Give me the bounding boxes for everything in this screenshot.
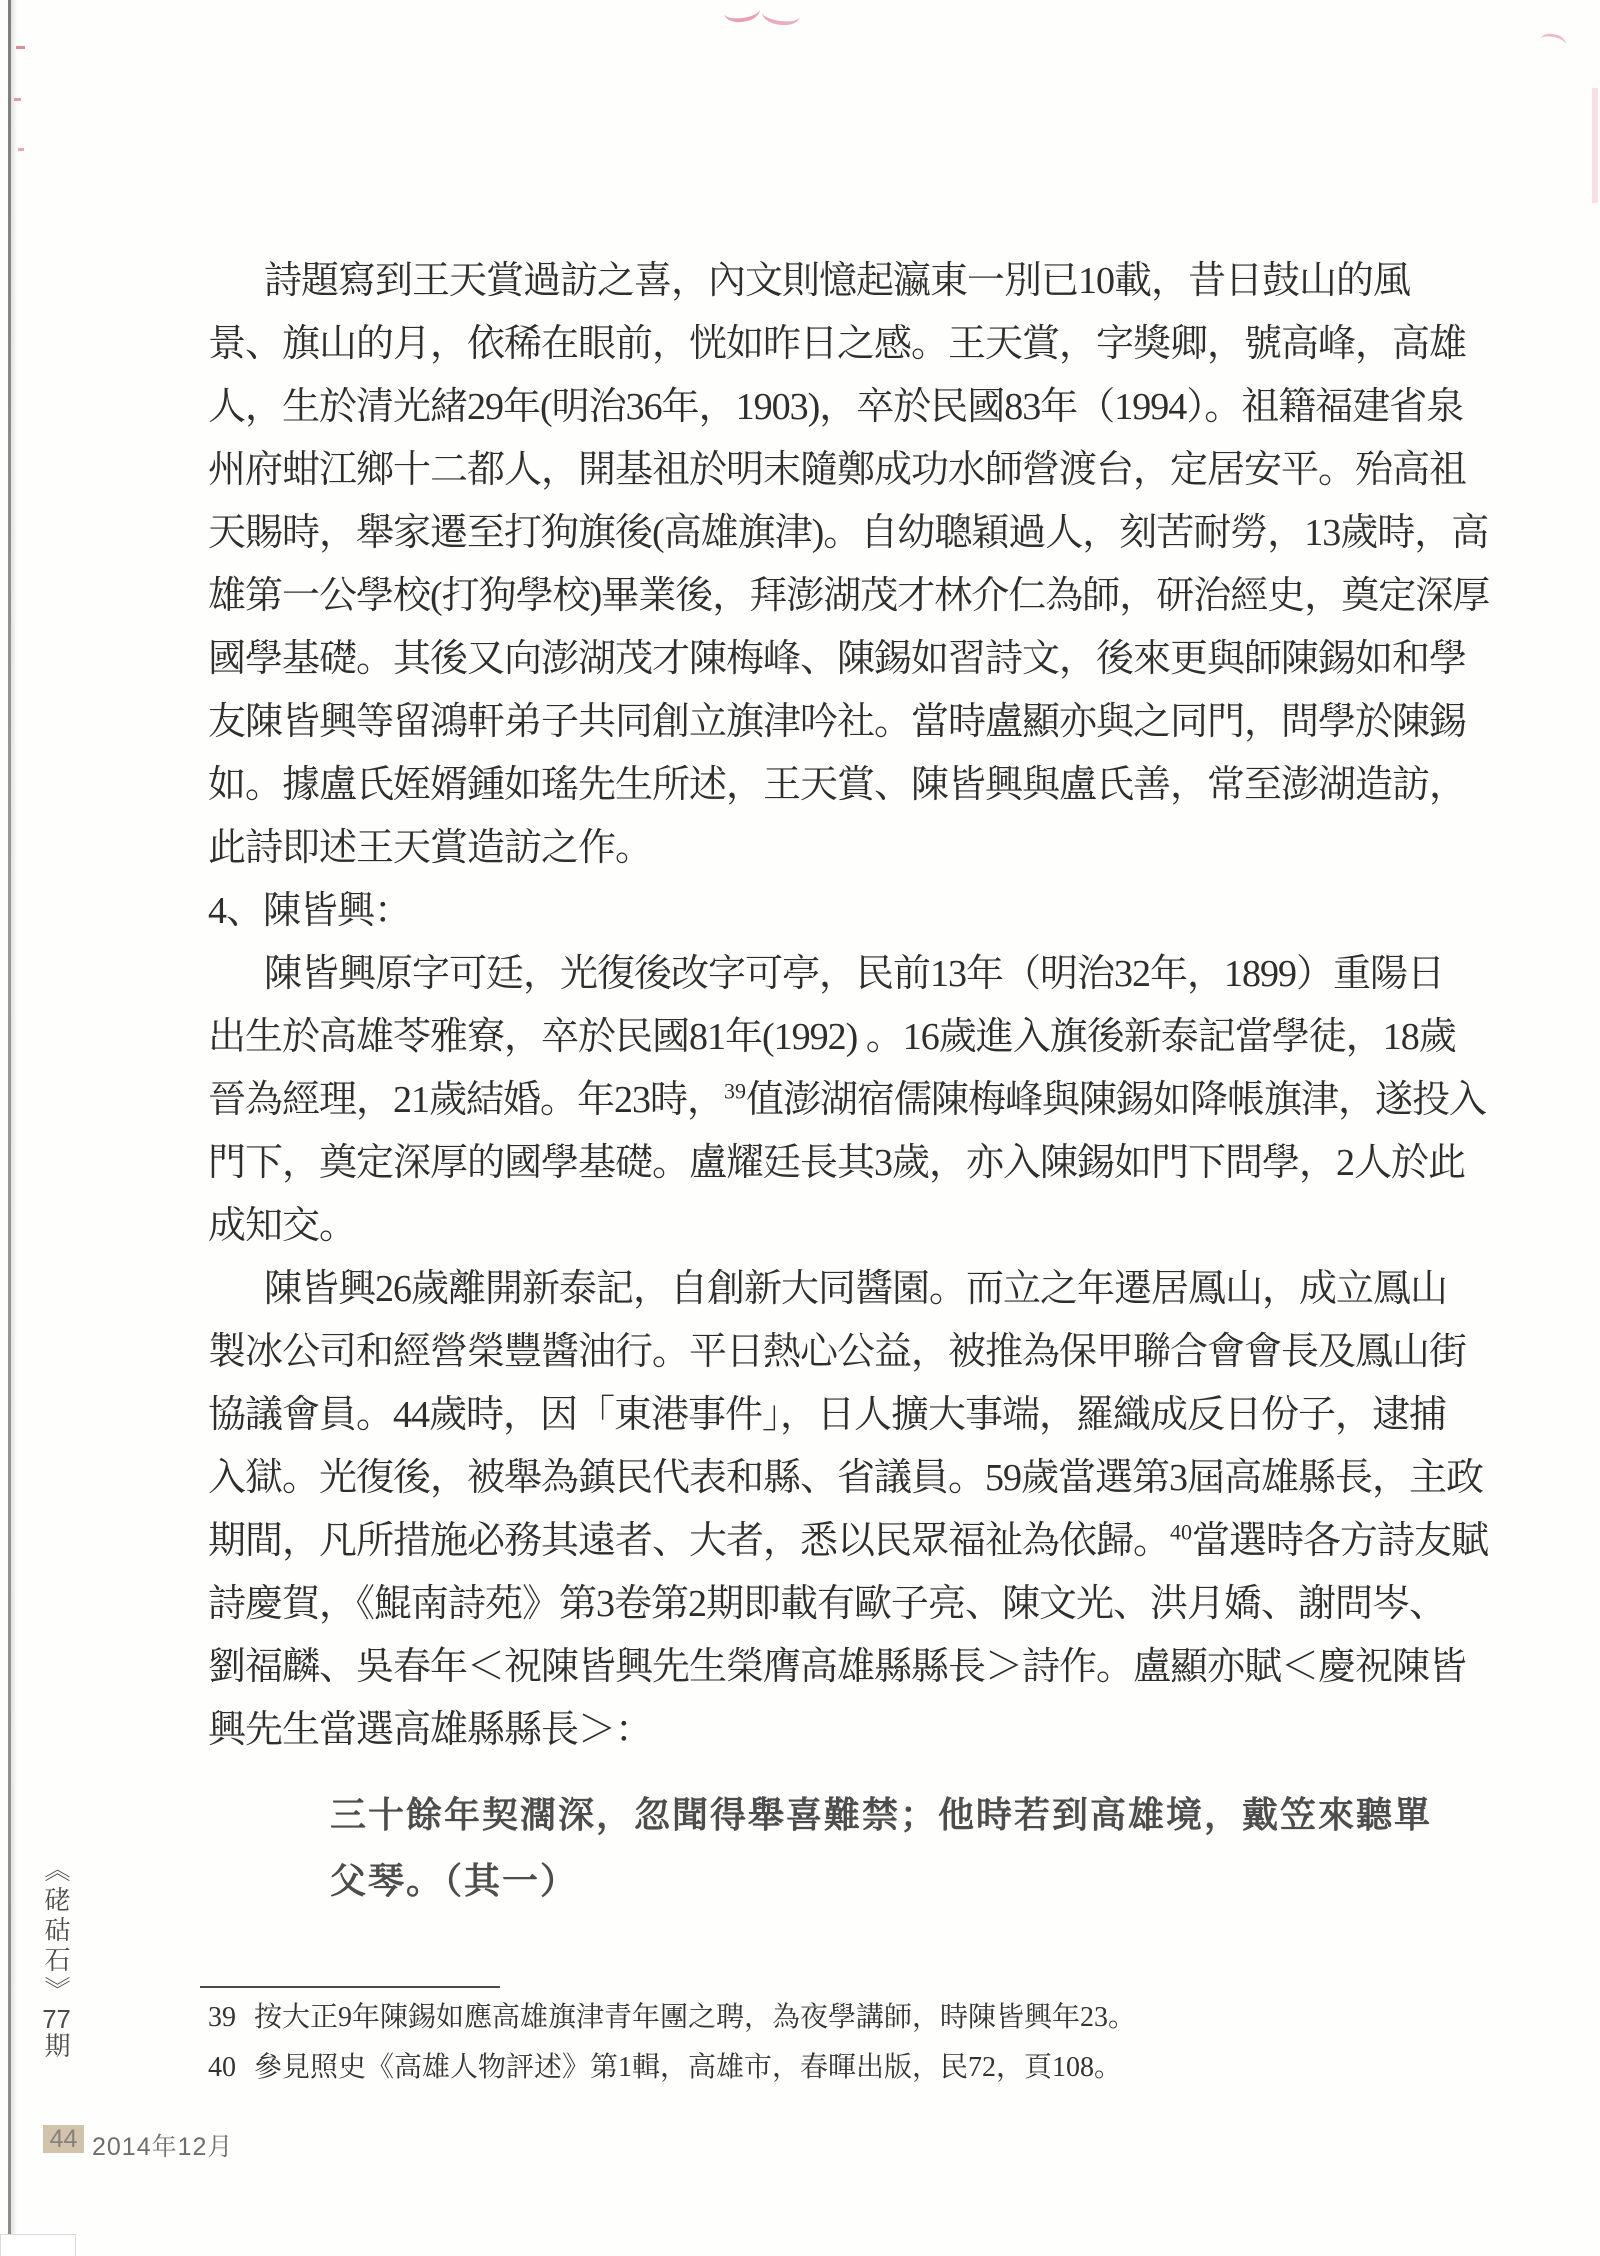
text-line: 協議會員。44歲時，因「東港事件」，日人擴大事端，羅織成反日份子，逮捕 [208,1394,1447,1436]
text-line: 出生於高雄苓雅寮，卒於民國81年(1992) 。16歲進入旗後新泰記當學徒，18歲 [208,1016,1456,1058]
page-number-badge: 44 [43,2125,84,2153]
text-line: 詩慶賀，《鯤南詩苑》第3卷第2期即載有歐子亮、陳文光、洪月嬌、謝問岑、 [208,1583,1447,1625]
scan-corner-artifact [0,2234,76,2256]
text-line: 如。據盧氏姪婿鍾如瑤先生所述，王天賞、陳皆興與盧氏善，常至澎湖造訪， [208,764,1467,806]
journal-name: 《硓𥑮石》 [41,1856,71,2006]
page-edge-shadow [11,0,17,2234]
text-segment: 晉為經理，21歲結婚。年23時， [208,1079,725,1121]
footnote-ref-40: 40 [1170,1519,1193,1545]
journal-issue-label: 期 [41,2032,71,2062]
text-segment: 值澎湖宿儒陳梅峰與陳錫如降帳旗津，遂投入 [746,1079,1487,1121]
text-line [208,1069,1487,1132]
text-segment: 當選時各方詩友賦 [1192,1520,1489,1562]
footnote-text: 參見照史《高雄人物評述》第1輯，高雄市，春暉出版，民72，頁108。 [254,2052,1123,2083]
poem-block [330,1782,1510,1914]
text-line: 陳皆興原字可廷，光復後改字可亭，民前13年（明治32年，1899）重陽日 [264,953,1445,995]
poem-line: 三十餘年契濶深，忽聞得舉喜難禁；他時若到高雄境，戴笠來聽單 [330,1795,1433,1835]
sidebar-journal-title [38,1856,75,2126]
text-line: 興先生當選高雄縣縣長＞： [208,1709,653,1751]
text-line: 陳皆興26歲離開新泰記，自創新大同醬園。而立之年遷居鳳山，成立鳳山 [264,1268,1448,1310]
pink-scan-artifact [1539,31,1568,52]
text-line: 劉福麟、吳春年＜祝陳皆興先生榮膺高雄縣縣長＞詩作。盧顯亦賦＜慶祝陳皆 [208,1646,1467,1688]
footnotes [208,1993,1508,2093]
text-line: 景、旗山的月，依稀在眼前，恍如昨日之感。王天賞，字獎卿，號高峰，高雄 [208,323,1467,365]
text-line: 友陳皆興等留鴻軒弟子共同創立旗津吟社。當時盧顯亦與之同門，問學於陳錫 [208,701,1467,743]
text-line: 雄第一公學校(打狗學校)畢業後，拜澎湖茂才林介仁為師，研治經史，奠定深厚 [208,575,1490,617]
text-line [208,1510,1489,1573]
text-line: 製冰公司和經營榮豐醬油行。平日熱心公益，被推為保甲聯合會會長及鳳山街 [208,1331,1467,1373]
text-line: 人，生於清光緒29年(明治36年，1903)，卒於民國83年（1994）。祖籍福建省泉 [208,386,1464,428]
body-text [208,250,1490,1762]
pink-scan-streak [1592,88,1598,203]
footnote-text: 按大正9年陳錫如應高雄旗津青年團之聘，為夜學講師，時陳皆興年23。 [254,2002,1137,2033]
red-scan-mark [16,46,25,49]
journal-issue-number: 77 [42,2006,71,2032]
text-line: 入獄。光復後，被舉為鎮民代表和縣、省議員。59歲當選第3屆高雄縣長，主政 [208,1457,1484,1499]
footnote-number: 40 [208,2052,236,2083]
text-segment: 期間，凡所措施必務其遠者、大者，悉以民眾福祉為依歸。 [208,1520,1171,1562]
text-line: 成知交。 [208,1205,357,1247]
text-line: 天賜時，舉家遷至打狗旗後(高雄旗津)。自幼聰穎過人，刻苦耐勞，13歲時，高 [208,512,1489,554]
red-scan-mark [18,148,24,151]
footnote [208,1993,1508,2043]
text-line: 詩題寫到王天賞過訪之喜，內文則憶起瀛東一別已10載，昔日鼓山的風 [264,260,1411,302]
red-scan-mark [14,98,21,101]
footnote-rule [200,1986,500,1988]
text-line: 國學基礎。其後又向澎湖茂才陳梅峰、陳錫如習詩文，後來更與師陳錫如和學 [208,638,1467,680]
issue-date: 2014年12月 [92,2133,234,2161]
text-line: 門下，奠定深厚的國學基礎。盧耀廷長其3歲，亦入陳錫如門下問學，2人於此 [208,1142,1466,1184]
text-line: 州府蚶江鄉十二都人，開基祖於明末隨鄭成功水師營渡台，定居安平。殆高祖 [208,449,1467,491]
text-line: 此詩即述王天賞造訪之作。 [208,827,653,869]
section-header: 4、陳皆興： [208,890,412,932]
poem-line: 父琴。（其一） [330,1861,579,1901]
pink-scan-artifact [723,0,762,24]
footnote [208,2043,1508,2093]
footnote-number: 39 [208,2002,236,2033]
pink-scan-artifact [761,2,801,27]
footnote-ref-39: 39 [724,1078,747,1104]
